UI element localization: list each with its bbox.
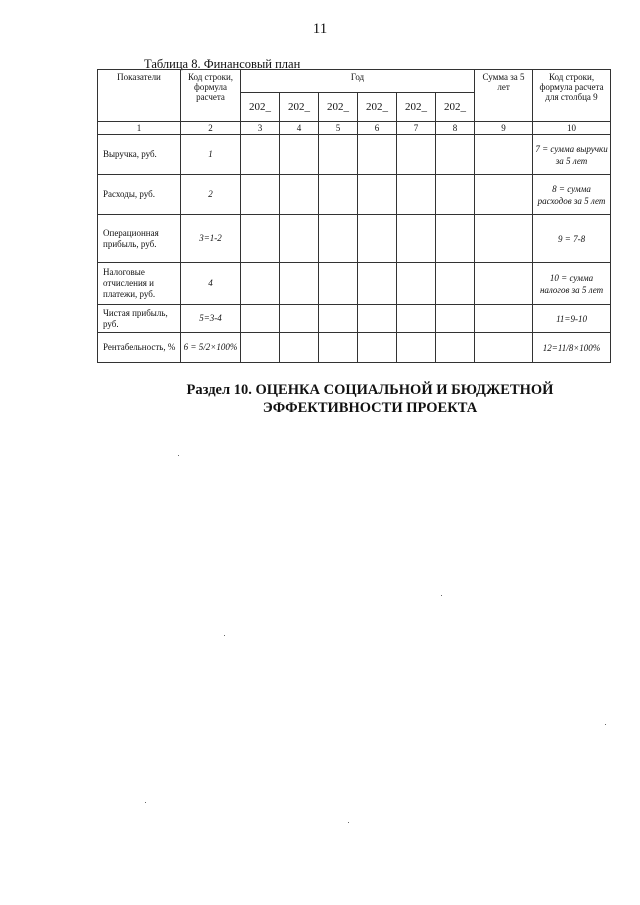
formula-cell: 8 = сумма расходов за 5 лет	[533, 175, 611, 215]
section-heading	[100, 381, 640, 417]
column-number: 9	[475, 122, 533, 135]
column-number: 4	[280, 122, 319, 135]
value-cell	[319, 305, 358, 333]
value-cell	[436, 135, 475, 175]
section-heading-line: Раздел 10. ОЦЕНКА СОЦИАЛЬНОЙ И БЮДЖЕТНОЙ	[186, 382, 554, 398]
value-cell	[397, 175, 436, 215]
value-cell	[280, 215, 319, 263]
table-row	[98, 263, 611, 305]
scan-speck	[224, 635, 225, 636]
value-cell	[319, 135, 358, 175]
code-cell: 5=3-4	[181, 305, 241, 333]
indicator-cell: Рентабельность, %	[98, 333, 181, 363]
formula-cell: 9 = 7-8	[533, 215, 611, 263]
value-cell	[319, 333, 358, 363]
scan-speck	[145, 802, 146, 803]
scan-speck	[441, 595, 442, 596]
table-row	[98, 305, 611, 333]
column-number: 1	[98, 122, 181, 135]
value-cell	[397, 135, 436, 175]
scan-speck	[605, 724, 606, 725]
sum-cell	[475, 305, 533, 333]
value-cell	[358, 135, 397, 175]
value-cell	[397, 263, 436, 305]
header-row-code: Код строки, формула расчета	[181, 70, 241, 122]
column-number: 3	[241, 122, 280, 135]
value-cell	[436, 175, 475, 215]
header-indicators: Показатели	[98, 70, 181, 122]
formula-cell: 12=11/8×100%	[533, 333, 611, 363]
column-number: 10	[533, 122, 611, 135]
code-cell: 6 = 5/2×100%	[181, 333, 241, 363]
formula-cell: 11=9-10	[533, 305, 611, 333]
indicator-cell: Выручка, руб.	[98, 135, 181, 175]
column-numbers-row	[98, 122, 611, 135]
indicator-cell: Чистая прибыль, руб.	[98, 305, 181, 333]
year-cell: 202_	[280, 93, 319, 122]
value-cell	[319, 175, 358, 215]
column-number: 5	[319, 122, 358, 135]
year-cell: 202_	[358, 93, 397, 122]
code-cell: 1	[181, 135, 241, 175]
value-cell	[397, 215, 436, 263]
code-cell: 2	[181, 175, 241, 215]
header-sum-5-years: Сумма за 5 лет	[475, 70, 533, 122]
value-cell	[241, 333, 280, 363]
value-cell	[358, 333, 397, 363]
value-cell	[436, 215, 475, 263]
value-cell	[241, 175, 280, 215]
value-cell	[358, 215, 397, 263]
header-row	[98, 70, 611, 93]
value-cell	[280, 333, 319, 363]
year-cell: 202_	[397, 93, 436, 122]
formula-cell: 7 = сумма выручки за 5 лет	[533, 135, 611, 175]
indicator-cell: Операционная прибыль, руб.	[98, 215, 181, 263]
sum-cell	[475, 333, 533, 363]
sum-cell	[475, 215, 533, 263]
code-cell: 3=1-2	[181, 215, 241, 263]
value-cell	[319, 263, 358, 305]
value-cell	[241, 263, 280, 305]
column-number: 6	[358, 122, 397, 135]
table-caption: Таблица 8. Финансовый план	[144, 57, 301, 71]
table-row	[98, 333, 611, 363]
value-cell	[436, 263, 475, 305]
value-cell	[436, 333, 475, 363]
sum-cell	[475, 263, 533, 305]
value-cell	[358, 175, 397, 215]
code-cell: 4	[181, 263, 241, 305]
value-cell	[358, 263, 397, 305]
sum-cell	[475, 135, 533, 175]
table-row	[98, 215, 611, 263]
value-cell	[280, 135, 319, 175]
header-col9-code: Код строки, формула расчета для столбца 9	[533, 70, 611, 122]
formula-cell: 10 = сумма налогов за 5 лет	[533, 263, 611, 305]
indicator-cell: Расходы, руб.	[98, 175, 181, 215]
value-cell	[397, 305, 436, 333]
table-row	[98, 135, 611, 175]
column-number: 2	[181, 122, 241, 135]
scan-speck	[348, 822, 349, 823]
year-cell: 202_	[319, 93, 358, 122]
year-cell: 202_	[436, 93, 475, 122]
header-year: Год	[241, 70, 475, 93]
scan-speck	[178, 455, 179, 456]
value-cell	[319, 215, 358, 263]
value-cell	[241, 305, 280, 333]
value-cell	[358, 305, 397, 333]
value-cell	[436, 305, 475, 333]
table-row	[98, 175, 611, 215]
value-cell	[397, 333, 436, 363]
value-cell	[241, 135, 280, 175]
page-number: 11	[312, 21, 328, 37]
value-cell	[280, 263, 319, 305]
financial-plan-table	[97, 69, 611, 363]
column-number: 7	[397, 122, 436, 135]
section-heading-line: ЭФФЕКТИВНОСТИ ПРОЕКТА	[262, 400, 478, 416]
year-cell: 202_	[241, 93, 280, 122]
sum-cell	[475, 175, 533, 215]
value-cell	[280, 305, 319, 333]
indicator-cell: Налоговые отчисления и платежи, руб.	[98, 263, 181, 305]
column-number: 8	[436, 122, 475, 135]
value-cell	[241, 215, 280, 263]
value-cell	[280, 175, 319, 215]
